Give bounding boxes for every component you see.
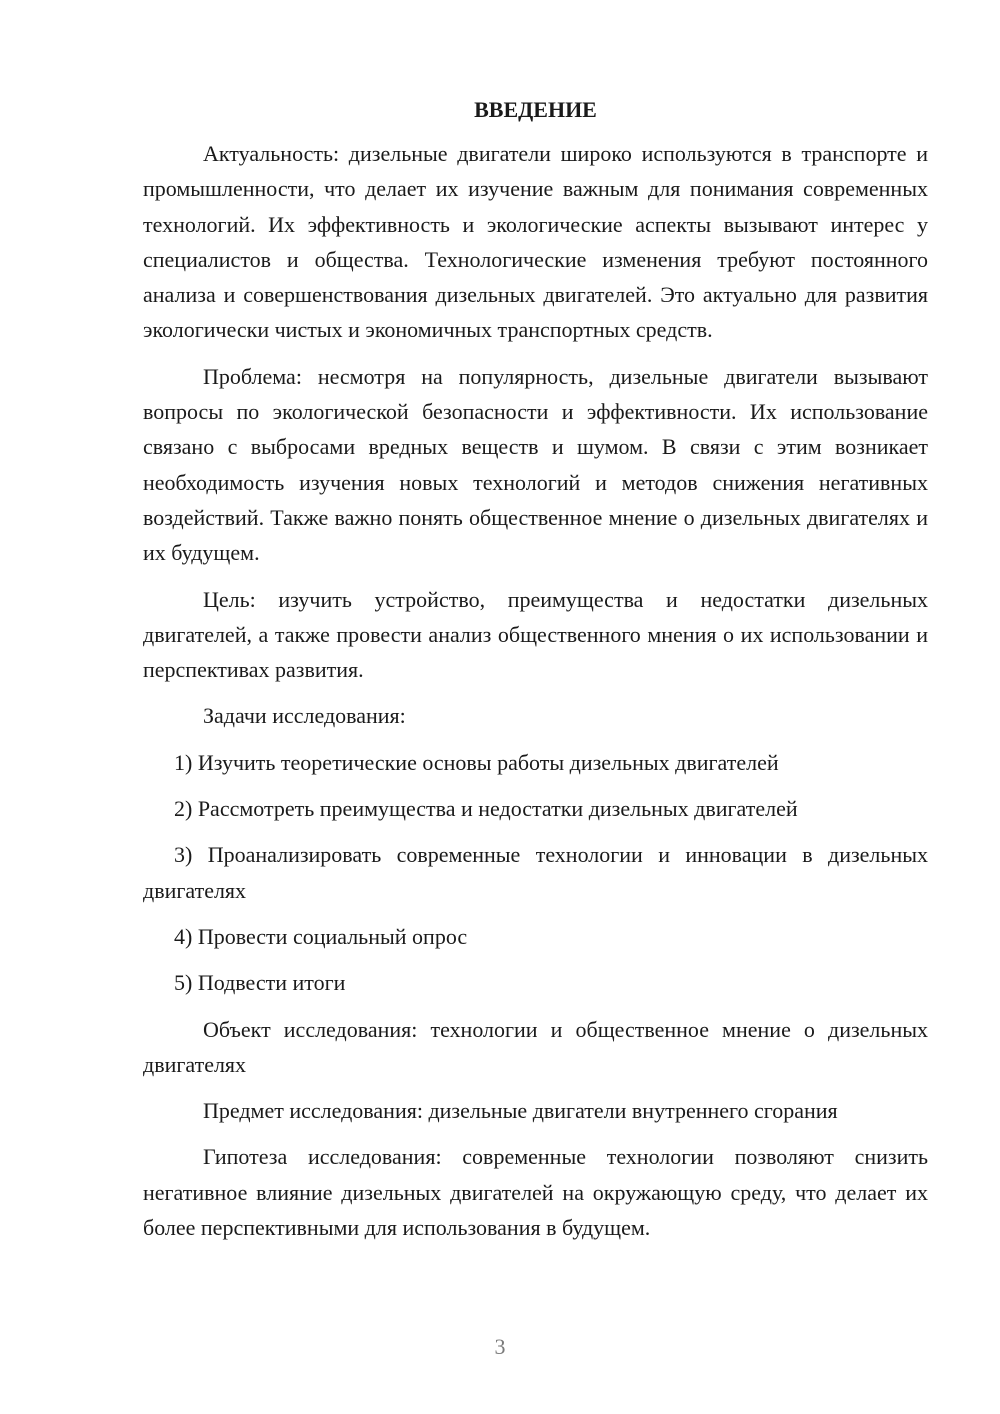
- task-item-3: 3) Проанализировать современные технологии и инновации в дизельных двигателях: [143, 842, 928, 903]
- document-page: [143, 92, 928, 1245]
- relevance-paragraph: Актуальность: дизельные двигатели широко используются в транспорте и промышленности, что делает их изучение важным для понимания современных технологий. Их эффективность и экологические аспекты вызывают интерес у специалистов и общества. Технологические изменения требуют постоянного анализа и совершенствования дизельных двигателей. Это актуально для развития экологически чистых и экономичных транспортных средств.: [143, 141, 928, 343]
- research-object-paragraph: Объект исследования: технологии и общественное мнение о дизельных двигателях: [143, 1016, 928, 1077]
- problem-paragraph: Проблема: несмотря на популярность, дизельные двигатели вызывают вопросы по экологической безопасности и эффективности. Их использование связано с выбросами вредных веществ и шумом. В связи с этим возникает необходимость изучения новых технологий и методов снижения негативных воздействий. Также важно понять общественное мнение о дизельных двигателях и их будущем.: [143, 363, 928, 566]
- task-item-1: 1) Изучить теоретические основы работы дизельных двигателей: [174, 749, 779, 775]
- task-item-2: 2) Рассмотреть преимущества и недостатки дизельных двигателей: [174, 796, 798, 822]
- task-item-4: 4) Провести социальный опрос: [174, 923, 468, 949]
- task-item-5: 5) Подвести итоги: [174, 970, 346, 996]
- page-number: 3: [494, 1334, 506, 1359]
- tasks-heading: Задачи исследования:: [203, 703, 406, 729]
- section-title: ВВЕДЕНИЕ: [474, 97, 597, 122]
- hypothesis-paragraph: Гипотеза исследования: современные технологии позволяют снизить негативное влияние дизельных двигателей на окружающую среду, что делает их более перспективными для использования в будущем.: [143, 1144, 928, 1241]
- goal-paragraph: Цель: изучить устройство, преимущества и недостатки дизельных двигателей, а также провести анализ общественного мнения о их использовании и перспективах развития.: [143, 586, 928, 683]
- research-subject-paragraph: Предмет исследования: дизельные двигатели внутреннего сгорания: [203, 1098, 838, 1124]
